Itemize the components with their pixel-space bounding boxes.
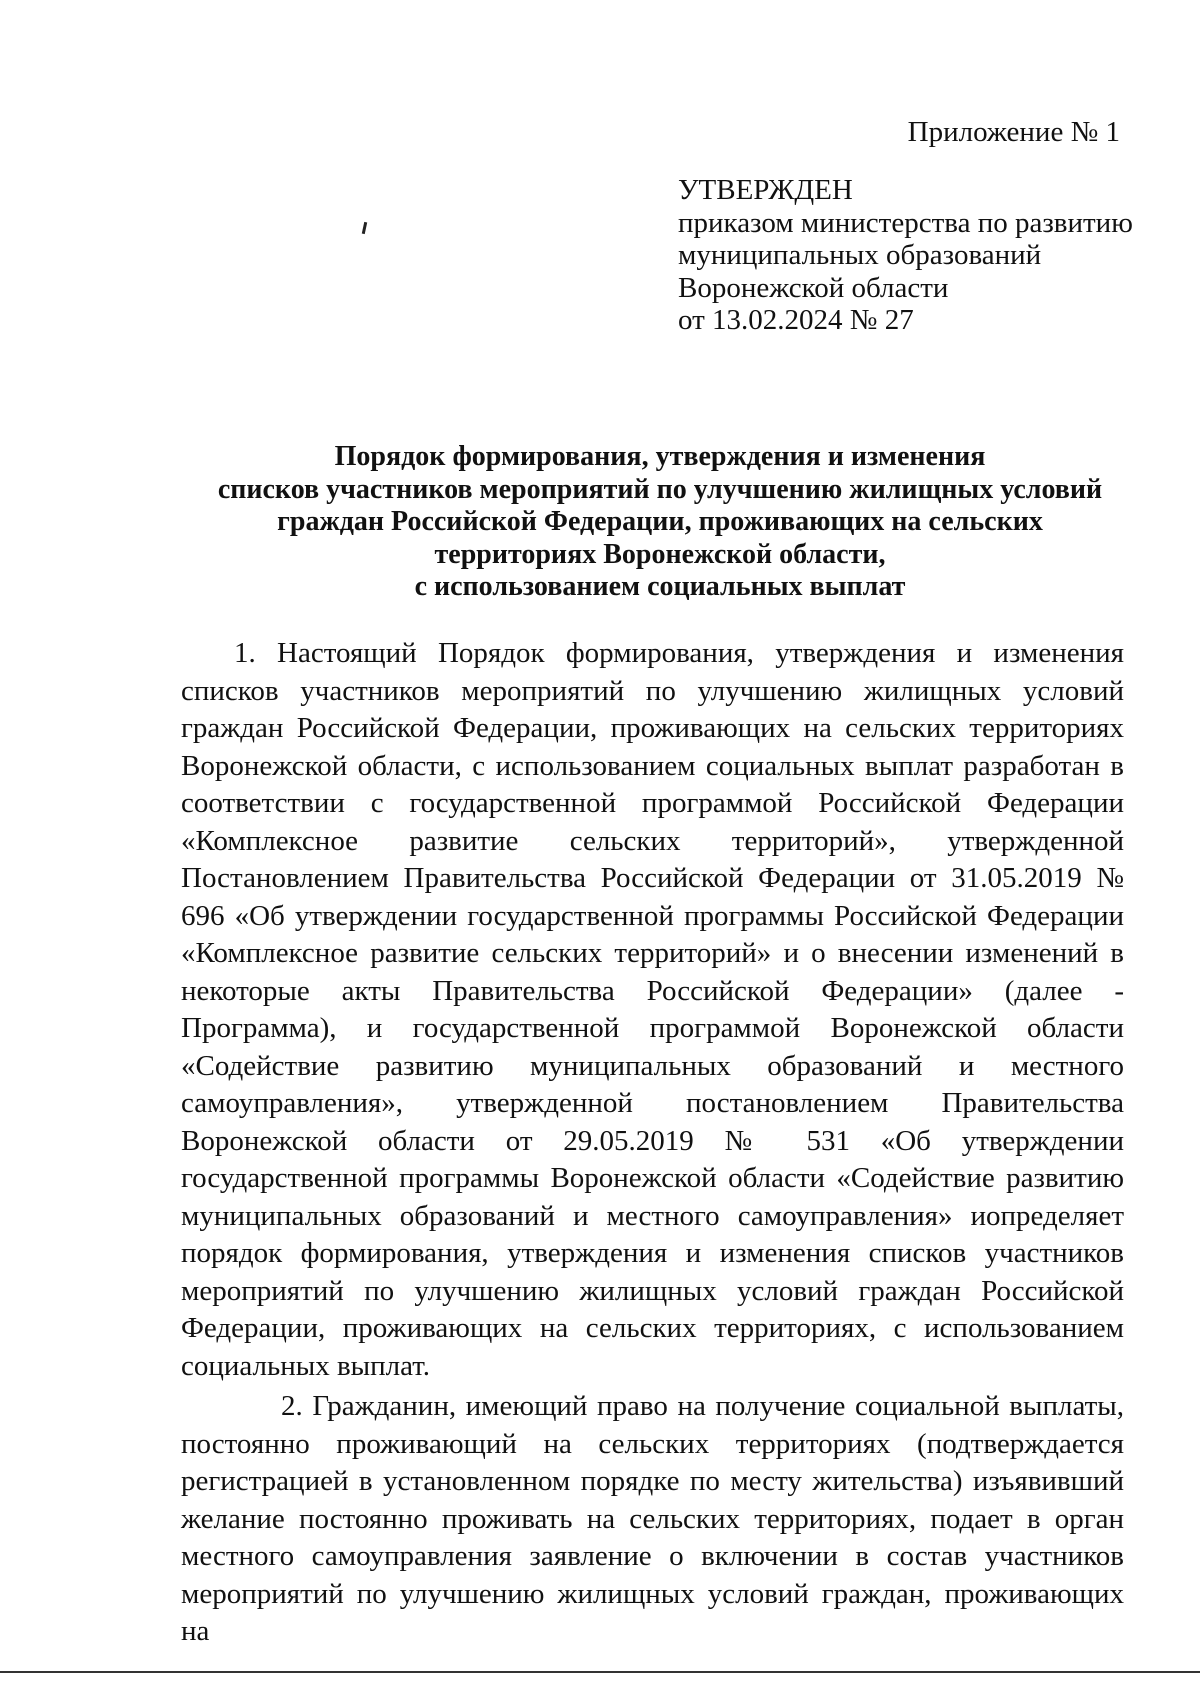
appendix-label: Приложение № 1 — [907, 116, 1120, 148]
title-line: граждан Российской Федерации, проживающих на сельских — [277, 506, 1043, 537]
scan-artifact — [362, 222, 367, 234]
document-title — [150, 441, 1170, 604]
title-line: Порядок формирования, утверждения и изменения — [334, 441, 986, 472]
approval-status: УТВЕРЖДЕН — [678, 174, 853, 206]
title-line: списков участников мероприятий по улучшению жилищных условий — [217, 473, 1103, 505]
document-body — [181, 635, 1124, 1654]
scan-edge-line — [0, 1671, 1200, 1673]
title-line: с использованием социальных выплат — [414, 571, 906, 602]
approval-line: муниципальных образований — [678, 239, 1042, 271]
approval-line: Воронежской области — [678, 271, 949, 304]
approval-line: приказом министерства по развитию — [678, 206, 1133, 239]
approval-date: от 13.02.2024 № 27 — [678, 304, 914, 336]
paragraph-1: 1. Настоящий Порядок формирования, утверждения и изменения списков участников мероприятий по улучшению жилищных условий граждан Российской Федерации, проживающих на сельских территориях Воронежской области, с использованием социальных выплат разработан в соответствии с государственной программой Российской Федерации «Комплексное развитие сельских территорий», утвержденной Постановлением Правительства Российской Федерации от 31.05.2019 № 696 «Об утверждении государственной программы Российской Федерации «Комплексное развитие сельских территорий» и о внесении изменений в некоторые акты Правительства Российской Федерации» (далее - Программа), и государственной программой Воронежской области «Содействие развитию муниципальных образований и местного самоуправления», утвержденной постановлением Правительства Воронежской области от 29.05.2019 № 531 «Об утверждении государственной программы Воронежской области «Содействие развитию муниципальных образований и местного самоуправления» иопределяет порядок формирования, утверждения и изменения списков участников мероприятий по улучшению жилищных условий граждан Российской Федерации, проживающих на сельских территориях, с использованием социальных выплат. — [181, 637, 1124, 1382]
title-line: территориях Воронежской области, — [434, 538, 886, 570]
paragraph-2: 2. Гражданин, имеющий право на получение социальной выплаты, постоянно проживающий на сельских территориях (подтверждается регистрацией в установленном порядке по месту жительства) изъявивший желание постоянно проживать на сельских территориях, подает в орган местного самоуправления заявление о включении в состав участников мероприятий по улучшению жилищных условий граждан, проживающих на — [181, 1390, 1124, 1647]
approval-block — [678, 174, 1148, 337]
